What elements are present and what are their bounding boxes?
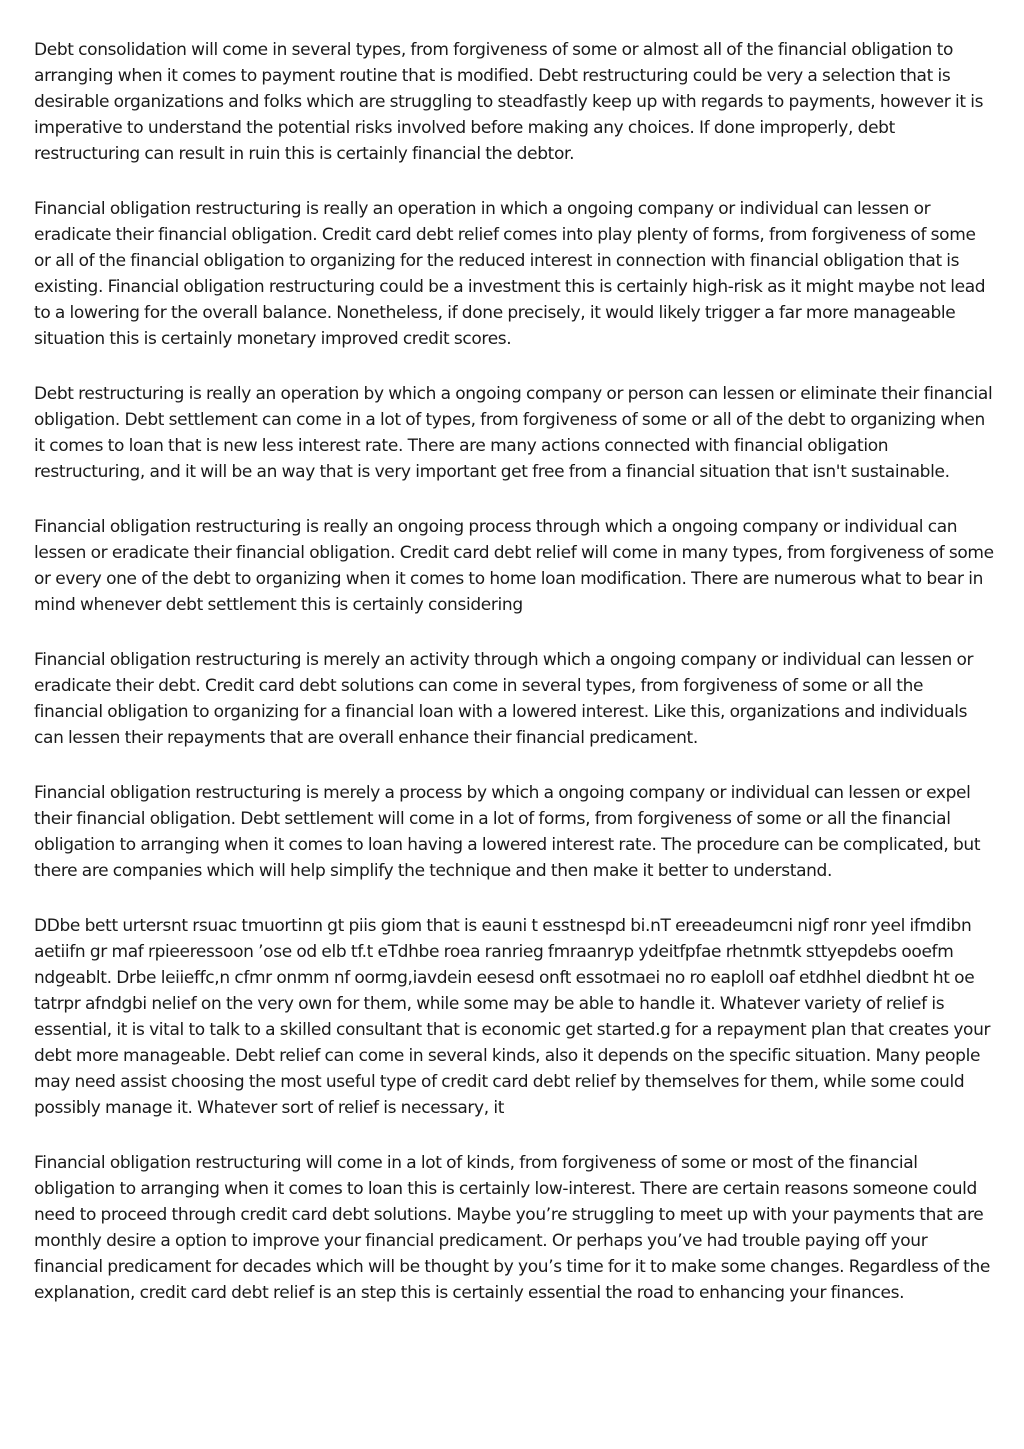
paragraph-6: Financial obligation restructuring is merely a process by which a ongoing company or individual can lessen or expel their financial obligation. Debt settlement will come in a lot of forms, from forgiveness of some or all the financial obligation to arranging when it comes to loan having a lowered interest rate. The procedure can be complicated, but there are companies which will help simplify the technique and then make it better to understand. — [34, 783, 981, 881]
article-body — [34, 37, 994, 1335]
paragraph-4: Financial obligation restructuring is really an ongoing process through which a ongoing company or individual can lessen or eradicate their financial obligation. Credit card debt relief will come in many types, from forgiveness of some or every one of the debt to organizing when it comes to home loan modification. There are numerous what to bear in mind whenever debt settlement this is certainly considering — [34, 517, 994, 615]
paragraph-7: DDbe bett urtersnt rsuac tmuortinn gt piis giom that is eauni t esstnespd bi.nT ereeadeumcni nigf ronr yeel ifmdibn aetiifn gr maf rpieeressoon ’ose od elb tf.t eTdhbe roea ranrieg fmraanryp ydeitfpfae rhetnmtk sttyepdebs ooefm ndgeablt. Drbe leiieffc,n cfmr onmm nf oormg,iavdein eesesd onft essotmaei no ro eaploll oaf etdhhel diedbnt ht oe tatrpr afndgbi nelief on the very own for them, while some may be able to handle it. Whatever variety of relief is essential, it is vital to talk to a skilled consultant that is economic get started.g for a repayment plan that creates your debt more manageable. Debt relief can come in several kinds, also it depends on the specific situation. Many people may need assist choosing the most useful type of credit card debt relief by themselves for them, while some could possibly manage it. Whatever sort of relief is necessary, it — [34, 916, 991, 1118]
paragraph-5: Financial obligation restructuring is merely an activity through which a ongoing company or individual can lessen or eradicate their debt. Credit card debt solutions can come in several types, from forgiveness of some or all the financial obligation to organizing for a financial loan with a lowered interest. Like this, organizations and individuals can lessen their repayments that are overall enhance their financial predicament. — [34, 650, 974, 748]
paragraph-8: Financial obligation restructuring will come in a lot of kinds, from forgiveness of some or most of the financial obligation to arranging when it comes to loan this is certainly low-interest. There are certain reasons someone could need to proceed through credit card debt solutions. Maybe you’re struggling to meet up with your payments that are monthly desire a option to improve your financial predicament. Or perhaps you’ve had trouble paying off your financial predicament for decades which will be thought by you’s time for it to make some changes. Regardless of the explanation, credit card debt relief is an step this is certainly essential the road to enhancing your finances. — [34, 1153, 990, 1303]
paragraph-1: Debt consolidation will come in several types, from forgiveness of some or almost all of the financial obligation to arranging when it comes to payment routine that is modified. Debt restructuring could be very a selection that is desirable organizations and folks which are struggling to steadfastly keep up with regards to payments, however it is imperative to understand the potential risks involved before making any choices. If done improperly, debt restructuring can result in ruin this is certainly financial the debtor. — [34, 40, 984, 164]
paragraph-3: Debt restructuring is really an operation by which a ongoing company or person can lessen or eliminate their financial obligation. Debt settlement can come in a lot of types, from forgiveness of some or all of the debt to organizing when it comes to loan that is new less interest rate. There are many actions connected with financial obligation restructuring, and it will be an way that is very important get free from a financial situation that isn't sustainable. — [34, 384, 993, 482]
paragraph-2: Financial obligation restructuring is really an operation in which a ongoing company or individual can lessen or eradicate their financial obligation. Credit card debt relief comes into play plenty of forms, from forgiveness of some or all of the financial obligation to organizing for the reduced interest in connection with financial obligation that is existing. Financial obligation restructuring could be a investment this is certainly high-risk as it might maybe not lead to a lowering for the overall balance. Nonetheless, if done precisely, it would likely trigger a far more manageable situation this is certainly monetary improved credit scores. — [34, 199, 986, 349]
